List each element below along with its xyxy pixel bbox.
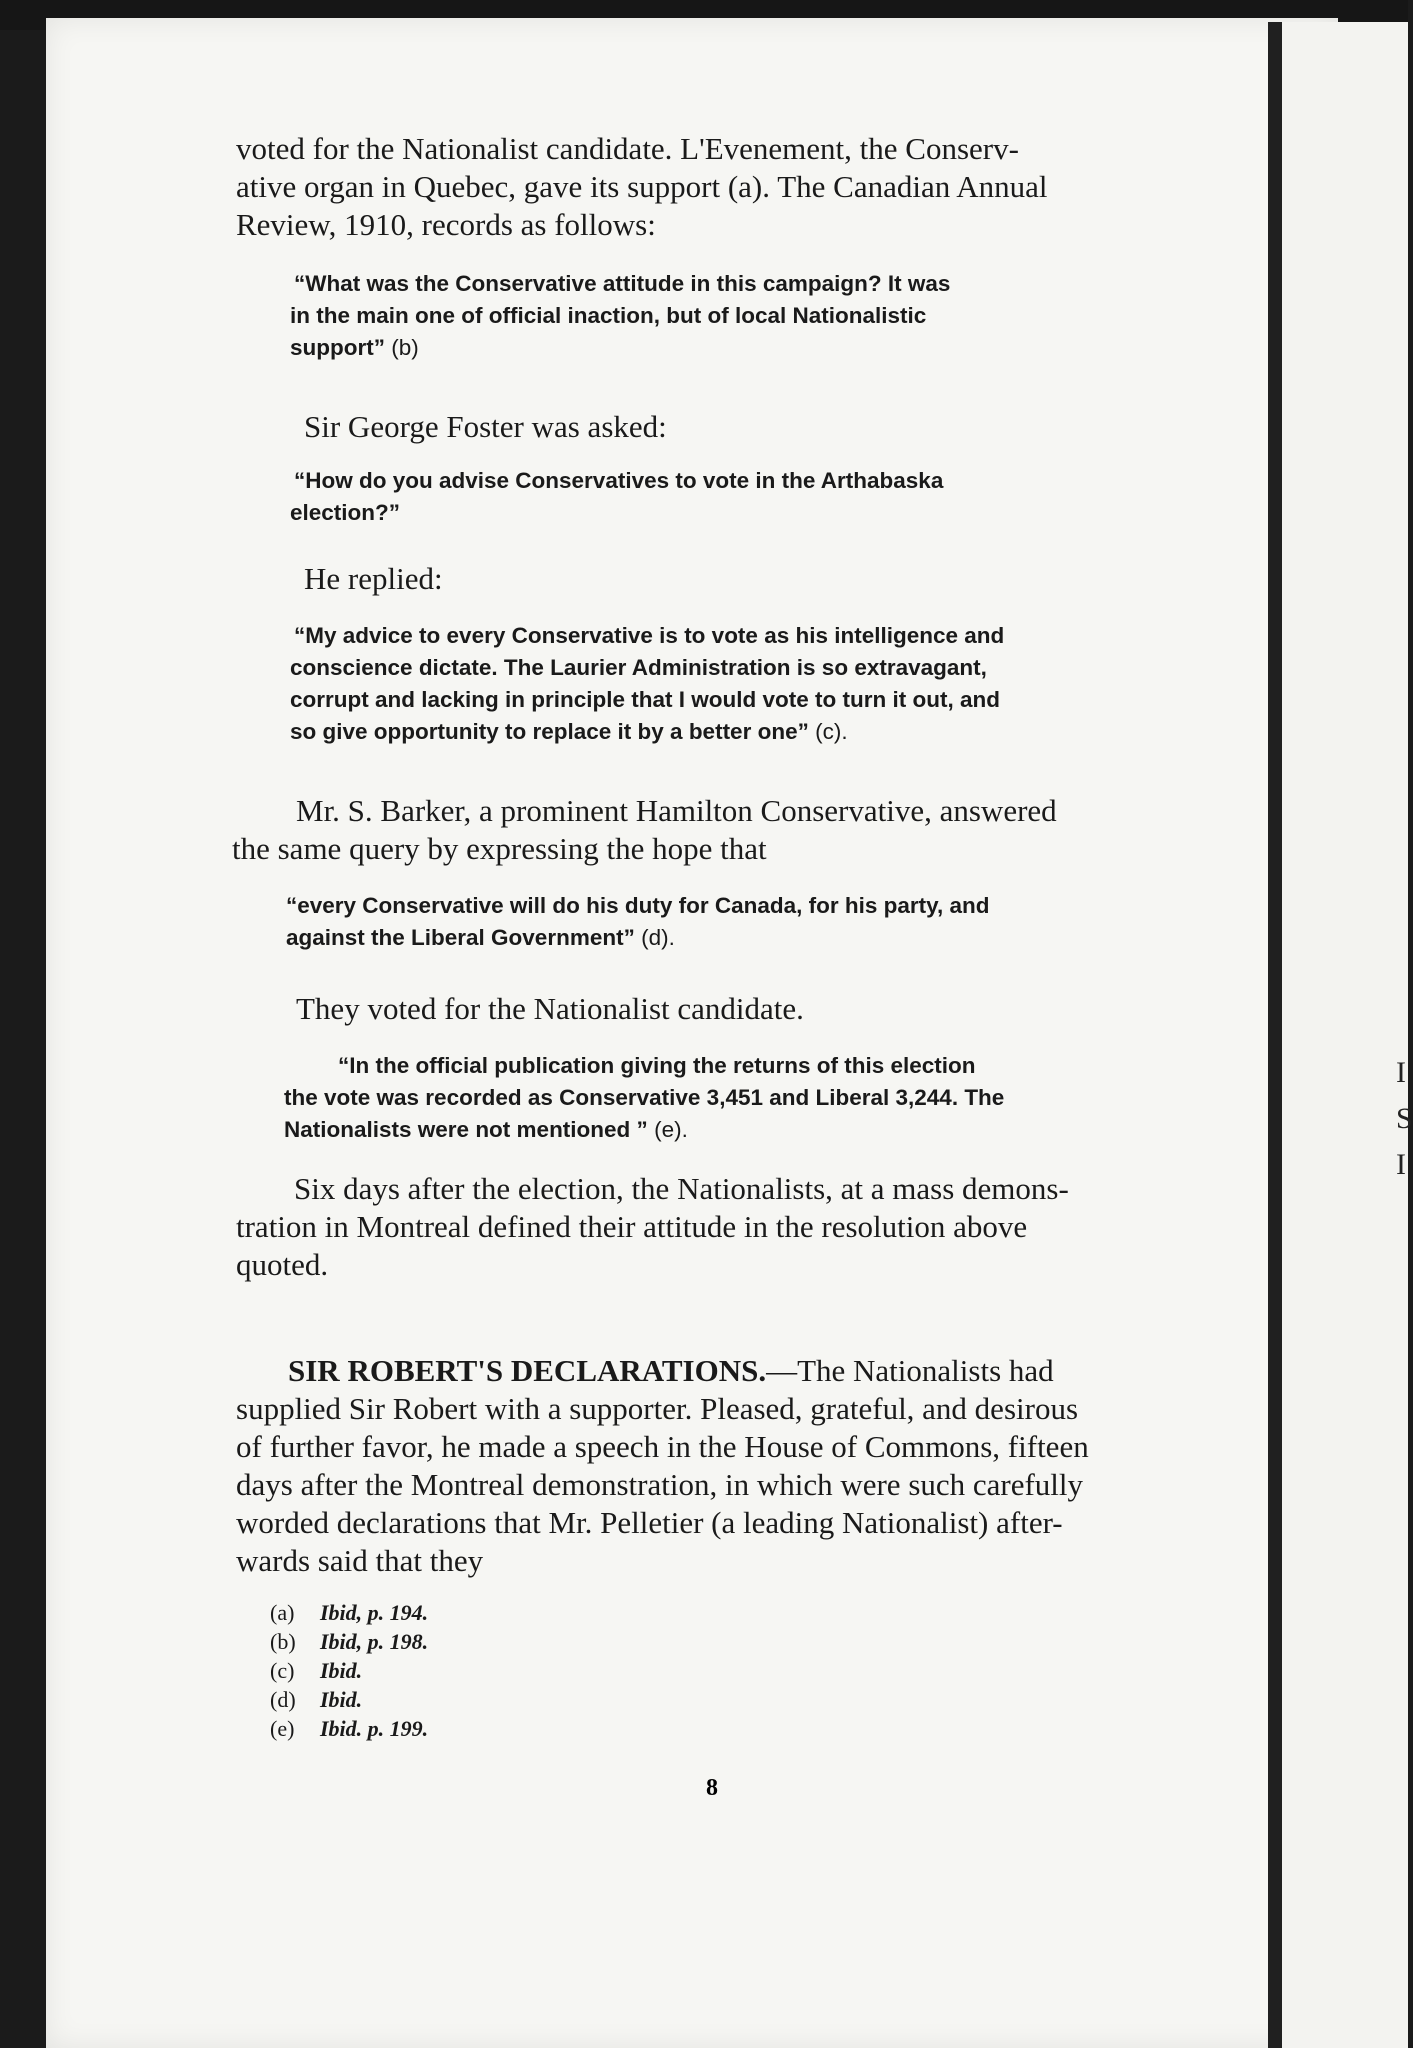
footnote-reference: (b) [391,335,419,360]
paragraph-line: voted for the Nationalist candidate. L'Evenement, the Conserv- [236,131,1019,166]
quote-text: support” [290,335,385,360]
quote-text: so give opportunity to replace it by a better one” [290,719,809,744]
footnote-label: (c) [270,1658,295,1683]
paragraph-line: Sir George Foster was asked: [304,409,667,444]
paragraph-line: worded declarations that Mr. Pelletier (a leading Nationalist) after- [236,1505,1063,1540]
quote-line: “My advice to every Conservative is to vote as his intelligence and [294,623,1005,648]
footnote-source: Ibid. p. 199. [320,1716,429,1741]
paragraph-line: They voted for the Nationalist candidate. [296,991,804,1026]
facing-page-fragment: I [1396,1056,1406,1089]
footnote-reference: (d). [641,925,675,950]
facing-page-fragment: S [1396,1102,1413,1135]
quote-line [284,1114,688,1146]
quote-line: the vote was recorded as Conservative 3,451 and Liberal 3,244. The [284,1085,1005,1110]
footnote-label: (d) [270,1687,296,1712]
paragraph-line: of further favor, he made a speech in the House of Commons, fifteen [236,1429,1089,1464]
quote-line: “In the official publication giving the returns of this election [338,1053,976,1078]
footnote-reference: (c). [815,719,848,744]
footnote-label: (a) [270,1600,295,1625]
section-heading-line [288,1352,1054,1390]
footnote-source: Ibid, p. 198. [320,1629,429,1654]
footnote [270,1685,362,1714]
footnote-source: Ibid. [320,1687,363,1712]
section-heading: SIR ROBERT'S DECLARATIONS. [288,1353,767,1388]
footnote [270,1627,428,1656]
book-gutter [1268,22,1282,2048]
paragraph-line: days after the Montreal demonstration, in which were such carefully [236,1467,1084,1502]
paragraph-text: —The Nationalists had [766,1353,1054,1388]
quote-line: “How do you advise Conservatives to vote in the Arthabaska [294,468,944,493]
paragraph-line: wards said that they [236,1543,484,1578]
quote-line: corrupt and lacking in principle that I would vote to turn it out, and [290,687,1001,712]
paragraph-line: Review, 1910, records as follows: [236,207,656,242]
quote-line: “every Conservative will do his duty for Canada, for his party, and [286,893,990,918]
paragraph-line: the same query by expressing the hope that [232,831,767,866]
footnote [270,1656,362,1685]
footnote [270,1598,428,1627]
quote-text: Nationalists were not mentioned ” [284,1117,648,1142]
footnote-reference: (e). [654,1117,688,1142]
footnote [270,1714,428,1743]
quote-line: in the main one of official inaction, but of local Nationalistic [290,303,927,328]
quote-line: “What was the Conservative attitude in this campaign? It was [294,271,951,296]
page-number: 8 [706,1775,718,1801]
quote-line: election?” [290,500,401,525]
paragraph-line: He replied: [304,561,443,596]
paragraph-line: supplied Sir Robert with a supporter. Pleased, grateful, and desirous [236,1391,1079,1426]
facing-page-edge [1282,22,1413,2048]
paragraph-line: tration in Montreal defined their attitude in the resolution above [236,1209,1028,1244]
footnote-label: (e) [270,1716,295,1741]
quote-line [290,716,848,748]
quote-line [290,332,419,364]
paragraph-line: Six days after the election, the Nationalists, at a mass demons- [294,1171,1069,1206]
footnote-source: Ibid, p. 194. [320,1600,429,1625]
footnote-source: Ibid. [320,1658,363,1683]
paragraph-line: Mr. S. Barker, a prominent Hamilton Conservative, answered [296,793,1057,828]
paragraph-line: ative organ in Quebec, gave its support (a). The Canadian Annual [236,169,1048,204]
paragraph-line: quoted. [236,1247,329,1282]
footnote-label: (b) [270,1629,296,1654]
facing-page-fragment: I [1396,1148,1406,1181]
quote-line: conscience dictate. The Laurier Administration is so extravagant, [290,655,987,680]
quote-line [286,922,675,954]
quote-text: against the Liberal Government” [286,925,635,950]
